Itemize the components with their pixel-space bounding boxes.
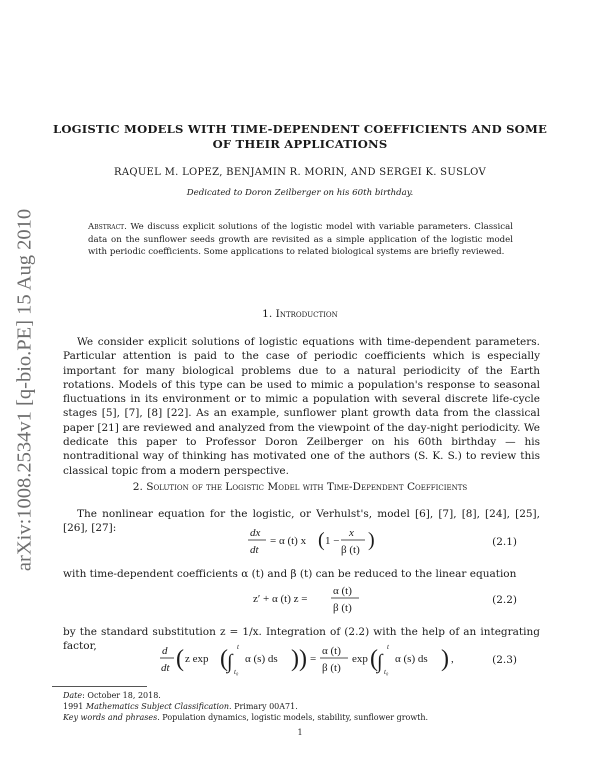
eq3-int2-lower: t₀ xyxy=(384,668,389,676)
eq3-z-exp: z exp xyxy=(185,653,209,665)
eq3-d-den: dt xyxy=(161,662,170,674)
eq3-open-paren-3: ( xyxy=(370,646,378,672)
eq2-frac-den: β (t) xyxy=(333,602,352,614)
footnote-msc-prefix: 1991 xyxy=(63,702,86,711)
abstract-text: We discuss explicit solutions of the logistic model with variable parameters. Classical data on the sunflower seeds growth are revisited as a simple application of the logistic model with periodic coefficients. Some applications to related biological systems are briefly reviewed. xyxy=(88,222,513,257)
eq3-close-paren-3: ) xyxy=(441,646,449,672)
section-heading-solution: 2. Solution of the Logistic Model with Time-Dependent Coefficients xyxy=(132,481,468,493)
eq3-integrand-2: α (s) ds xyxy=(395,653,428,665)
eq1-frac-den: β (t) xyxy=(341,544,360,556)
footnote-msc-value: . Primary 00A71. xyxy=(228,702,298,711)
eq3-integrand-1: α (s) ds xyxy=(245,653,278,665)
eq3-trailing-comma: , xyxy=(451,653,454,665)
footnote-date-label: Date xyxy=(63,691,83,700)
footnote-msc-label: Mathematics Subject Classification xyxy=(85,702,229,711)
eq3-integral-2: ∫ xyxy=(377,651,383,673)
after-eq1-text: with time-dependent coefficients α (t) and β (t) can be reduced to the linear equation xyxy=(63,568,517,580)
section-heading-introduction: 1. Introduction xyxy=(262,308,338,320)
equation-number-2-1: (2.1) xyxy=(492,536,517,548)
paper-title xyxy=(0,122,600,152)
footnote-rule xyxy=(52,686,147,687)
eq3-exp: exp xyxy=(352,653,368,665)
equation-number-2-3: (2.3) xyxy=(492,654,517,666)
eq1-frac-num: x xyxy=(349,527,354,539)
eq3-frac-num: α (t) xyxy=(322,645,341,657)
eq3-equals: = xyxy=(310,653,317,665)
eq1-open-paren: ( xyxy=(318,529,325,551)
eq3-integral-1: ∫ xyxy=(227,651,233,673)
after-eq2-text: by the standard substitution z = 1/x. Integration of (2.2) with the help of an integrating factor, xyxy=(63,626,540,653)
page-number: 1 xyxy=(297,728,303,737)
eq3-open-paren-1: ( xyxy=(176,646,184,672)
abstract xyxy=(88,221,513,259)
arxiv-sidebar-stamp xyxy=(10,180,40,600)
footnote-keywords-value: . Population dynamics, logistic models, stability, sunflower growth. xyxy=(157,713,429,722)
equation-2-3 xyxy=(160,639,470,683)
eq2-lhs: z′ + α (t) z = xyxy=(253,593,308,605)
eq3-int1-lower: t₀ xyxy=(234,668,239,676)
section2-intro: The nonlinear equation for the logistic, or Verhulst's, model [6], [7], [8], [24], [25], [26], [27]: xyxy=(63,508,540,535)
eq3-close-paren-1: ) xyxy=(299,646,307,672)
eq3-int2-upper: t xyxy=(387,643,389,651)
equation-2-2 xyxy=(253,582,383,618)
authors: RAQUEL M. LOPEZ, BENJAMIN R. MORIN, AND SERGEI K. SUSLOV xyxy=(113,167,486,178)
eq1-one-minus: 1 − xyxy=(325,535,340,547)
eq1-lhs-den: dt xyxy=(250,544,259,556)
equation-2-1 xyxy=(240,522,380,562)
eq3-d-num: d xyxy=(162,645,168,657)
footnote-msc xyxy=(63,701,298,712)
footnote-date-value: : October 18, 2018. xyxy=(82,691,161,700)
dedication: Dedicated to Doron Zeilberger on his 60th birthday. xyxy=(186,188,414,198)
eq3-int1-upper: t xyxy=(237,643,239,651)
abstract-label: Abstract. xyxy=(88,222,127,232)
footnote-keywords xyxy=(63,712,428,723)
eq1-lhs-num: dx xyxy=(250,527,261,539)
eq2-frac-num: α (t) xyxy=(333,585,352,597)
eq3-frac-den: β (t) xyxy=(322,662,341,674)
arxiv-id: arXiv:1008.2534v1 [q-bio.PE] 15 Aug 2010 xyxy=(13,208,36,572)
equation-number-2-2: (2.2) xyxy=(492,594,517,606)
introduction-paragraph: We consider explicit solutions of logistic equations with time-dependent parameters. Particular attention is paid to the case of periodic coefficients which is especially important for many biological problems due to a natural periodicity of the Earth rotations. Models of this type can be used to mimic a population's response to seasonal fluctuations in its environment or to mimic a population with several discrete life-cycle stages [5], [7], [8] [22]. As an example, sunflower plant growth data from the classical paper [21] are reviewed and analyzed from the viewpoint of the day-night periodicity. We dedicate this paper to Professor Doron Zeilberger on his 60th birthday — his nontraditional way of thinking has motivated one of the authors (S. K. S.) to review this classical topic from a modern perspective. xyxy=(63,336,540,477)
eq1-rhs-prefix: = α (t) x xyxy=(270,535,307,547)
footnote-date xyxy=(63,690,161,701)
paper-title-text: LOGISTIC MODELS WITH TIME-DEPENDENT COEFFICIENTS AND SOME OF THEIR APPLICATIONS xyxy=(52,122,548,151)
eq3-close-paren-2: ) xyxy=(291,646,299,672)
footnote-keywords-label: Key words and phrases xyxy=(63,713,158,722)
eq1-close-paren: ) xyxy=(368,529,375,551)
eq3-open-paren-2: ( xyxy=(220,646,228,672)
